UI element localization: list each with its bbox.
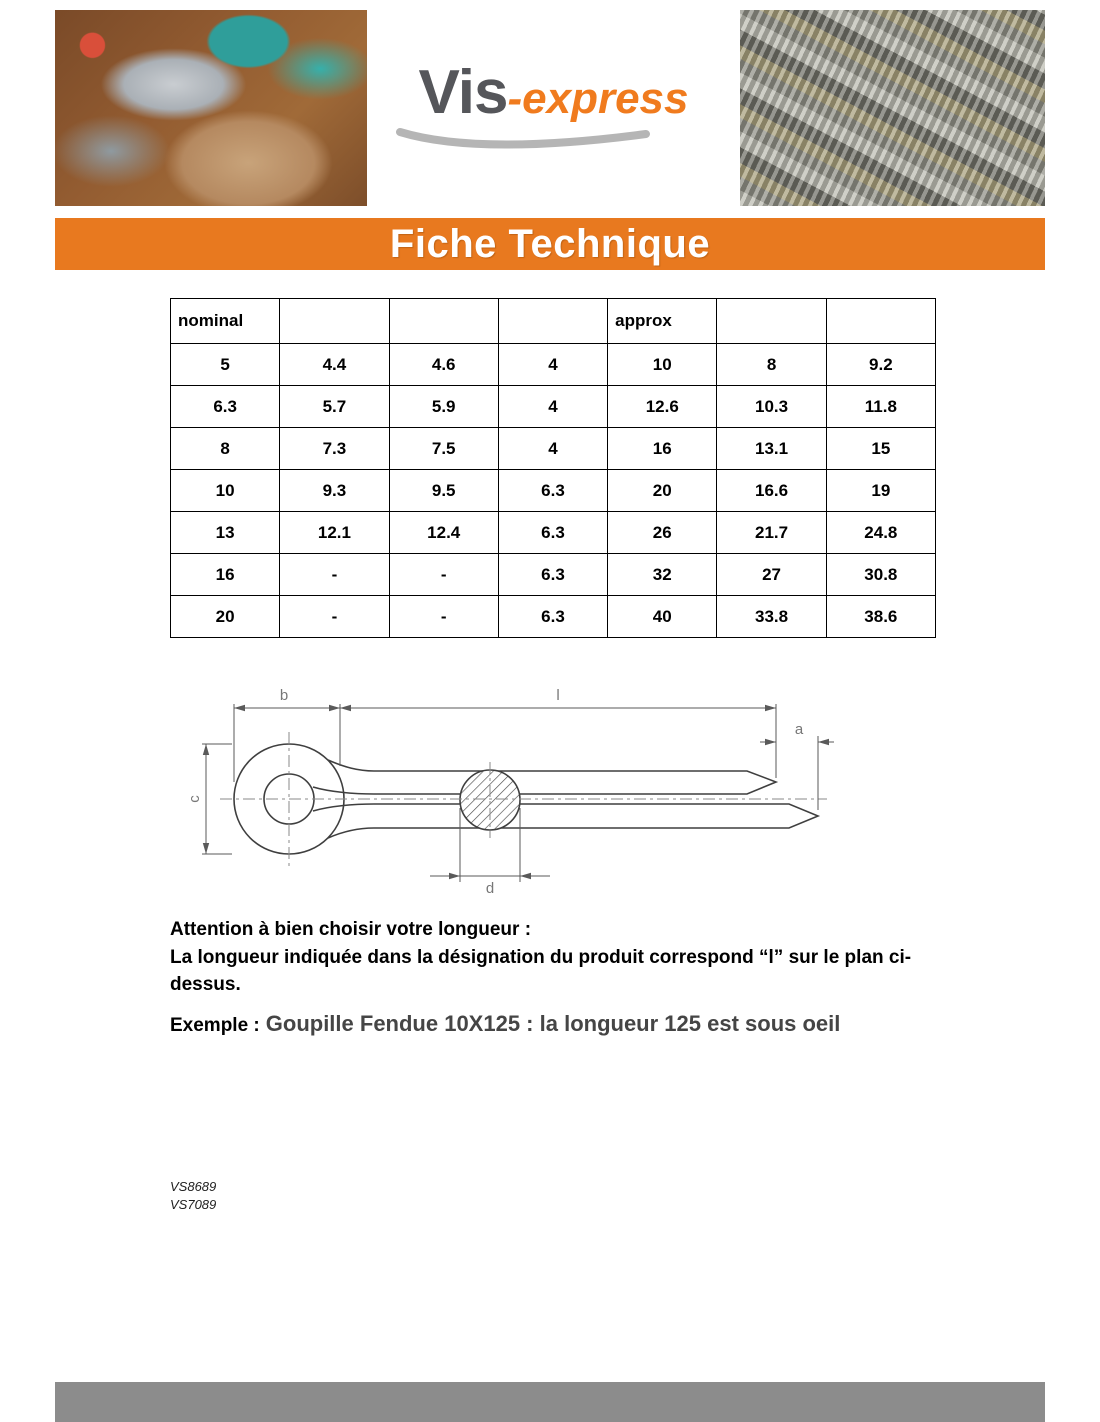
table-row	[171, 386, 936, 428]
table-cell: 10	[171, 470, 280, 512]
table-cell: -	[280, 596, 389, 638]
table-cell: 4	[498, 344, 607, 386]
table-cell: 16	[608, 428, 717, 470]
logo-text	[418, 58, 689, 127]
table-cell: -	[389, 596, 498, 638]
table-cell: 10	[608, 344, 717, 386]
table-cell: 4	[498, 428, 607, 470]
dim-label-l: l	[556, 687, 560, 704]
table-cell: 6.3	[498, 470, 607, 512]
table-cell: 24.8	[826, 512, 935, 554]
table-header-cell	[389, 299, 498, 344]
table-header-cell	[498, 299, 607, 344]
centerlines	[220, 732, 827, 866]
table-row	[171, 512, 936, 554]
spec-table	[170, 298, 936, 638]
diagram-wrapper	[172, 686, 834, 908]
table-cell: 26	[608, 512, 717, 554]
table-cell: 32	[608, 554, 717, 596]
table-cell: 15	[826, 428, 935, 470]
table-cell: 6.3	[171, 386, 280, 428]
table-cell: 4.4	[280, 344, 389, 386]
table-cell: 19	[826, 470, 935, 512]
example-label: Exemple :	[170, 1014, 260, 1036]
table-cell: 4	[498, 386, 607, 428]
table-cell: 13	[171, 512, 280, 554]
table-header-cell: approx	[608, 299, 717, 344]
table-cell: 13.1	[717, 428, 826, 470]
table-cell: 6.3	[498, 512, 607, 554]
table-cell: -	[280, 554, 389, 596]
table-cell: -	[389, 554, 498, 596]
table-cell: 33.8	[717, 596, 826, 638]
logo-express-text: -express	[507, 74, 689, 123]
table-cell: 10.3	[717, 386, 826, 428]
table-cell: 12.1	[280, 512, 389, 554]
table-cell: 9.2	[826, 344, 935, 386]
table-cell: 12.4	[389, 512, 498, 554]
table-cell: 7.5	[389, 428, 498, 470]
note-warning-body: La longueur indiquée dans la désignation du produit correspond “l” sur le plan ci-dessus.	[170, 946, 912, 996]
table-cell: 20	[608, 470, 717, 512]
spec-table-wrapper	[170, 298, 936, 638]
cotter-pin-diagram	[172, 686, 834, 908]
notes-block	[170, 916, 955, 1037]
table-cell: 7.3	[280, 428, 389, 470]
table-header-row	[171, 299, 936, 344]
dim-label-b: b	[279, 687, 289, 704]
table-cell: 16	[171, 554, 280, 596]
note-example	[170, 1011, 955, 1037]
table-cell: 4.6	[389, 344, 498, 386]
table-header-cell	[280, 299, 389, 344]
logo-vis-text: Vis	[418, 58, 508, 127]
dim-label-c: c	[186, 795, 203, 803]
table-cell: 5	[171, 344, 280, 386]
table-row	[171, 596, 936, 638]
table-cell: 5.9	[389, 386, 498, 428]
table-header-cell: nominal	[171, 299, 280, 344]
table-cell: 9.3	[280, 470, 389, 512]
table-header-cell	[717, 299, 826, 344]
table-cell: 16.6	[717, 470, 826, 512]
banner-fiche-technique	[55, 218, 1045, 270]
logo-swoosh-icon	[394, 126, 654, 154]
photo-left-tools	[55, 10, 367, 206]
bottom-prong	[313, 804, 818, 838]
table-row	[171, 470, 936, 512]
note-warning-title: Attention à bien choisir votre longueur :	[170, 919, 532, 940]
footer-bar	[55, 1382, 1045, 1422]
table-row	[171, 428, 936, 470]
table-header-cell	[826, 299, 935, 344]
product-refs	[170, 1178, 216, 1214]
table-cell: 8	[717, 344, 826, 386]
table-cell: 8	[171, 428, 280, 470]
dim-label-a: a	[794, 721, 804, 738]
table-cell: 30.8	[826, 554, 935, 596]
table-cell: 40	[608, 596, 717, 638]
table-cell: 5.7	[280, 386, 389, 428]
table-cell: 20	[171, 596, 280, 638]
table-cell: 9.5	[389, 470, 498, 512]
table-cell: 11.8	[826, 386, 935, 428]
example-text: Goupille Fendue 10X125 : la longueur 125 est sous oeil	[265, 1010, 841, 1036]
product-ref: VS7089	[170, 1197, 217, 1213]
photo-right-screws	[740, 10, 1045, 206]
table-cell: 6.3	[498, 554, 607, 596]
table-cell: 6.3	[498, 596, 607, 638]
table-cell: 38.6	[826, 596, 935, 638]
vis-express-logo	[367, 10, 740, 206]
product-ref: VS8689	[170, 1179, 217, 1194]
table-cell: 21.7	[717, 512, 826, 554]
banner-title: Fiche Technique	[389, 221, 711, 266]
table-cell: 12.6	[608, 386, 717, 428]
table-cell: 27	[717, 554, 826, 596]
table-row	[171, 344, 936, 386]
table-row	[171, 554, 936, 596]
dim-label-d: d	[485, 880, 495, 897]
top-prong	[313, 760, 776, 794]
